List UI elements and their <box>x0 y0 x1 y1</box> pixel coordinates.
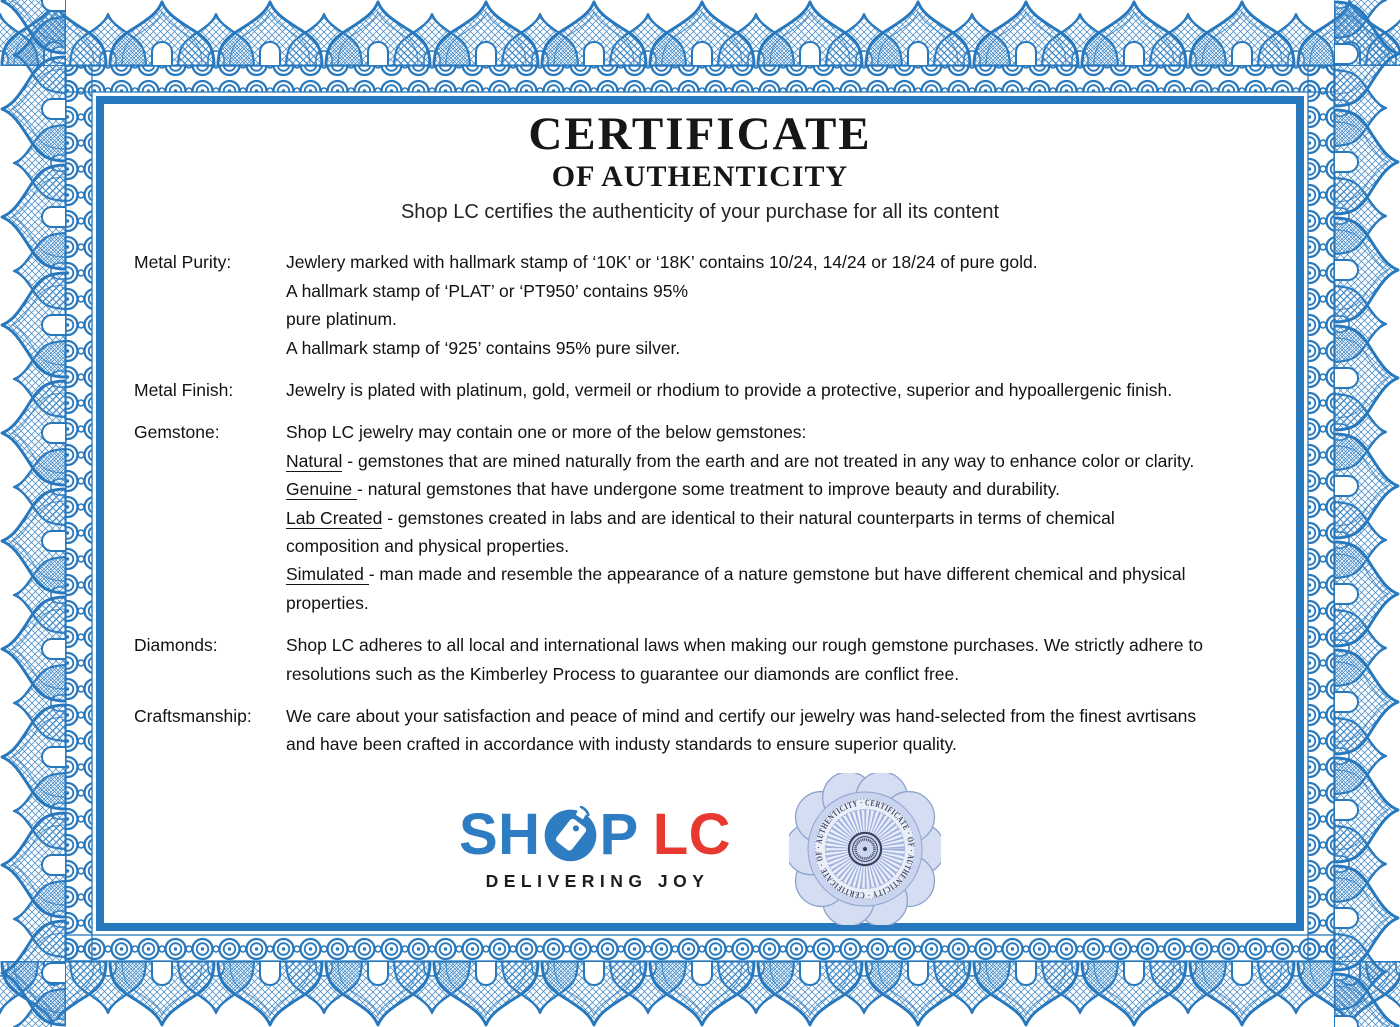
section-body <box>286 376 1276 404</box>
text-segment: - man made and resemble the appearance of a nature gemstone but have different chemical and physical <box>368 564 1186 585</box>
text-segment: pure platinum. <box>286 309 397 330</box>
underlined-term: Lab Created <box>286 507 383 528</box>
text-segment: composition and physical properties. <box>286 536 570 556</box>
text-segment: - gemstones created in labs and are identical to their natural counterparts in terms of chemical <box>382 507 1115 528</box>
shoplc-logo <box>458 801 732 892</box>
seal-ring-text: CERTIFICATE · OF · AUTHENTICITY · CERTIFICATE · OF · AUTHENTICITY · <box>813 797 917 901</box>
shoplc-wordmark <box>458 801 732 867</box>
logo-letter-p: P <box>599 801 639 867</box>
underlined-term: Simulated <box>286 564 369 585</box>
text-segment: We care about your satisfaction and peace of mind and certify our jewelry was hand-selected from the finest avrtisans <box>286 706 1197 727</box>
text-segment: A hallmark stamp of ‘PLAT’ or ‘PT950’ contains 95% <box>286 280 689 301</box>
section-label: Gemstone: <box>134 422 220 443</box>
section-body <box>286 248 1276 362</box>
section-line <box>286 376 1276 404</box>
logo-letters-lc: LC <box>652 801 732 867</box>
certificate-title: CERTIFICATE <box>528 108 872 160</box>
certificate-content <box>104 104 1296 923</box>
text-segment: - natural gemstones that have undergone some treatment to improve beauty and durability. <box>357 479 1061 500</box>
authenticity-seal <box>789 773 941 925</box>
section-label: Craftsmanship: <box>134 706 252 727</box>
section-line <box>286 248 1276 276</box>
section-line <box>286 504 1276 532</box>
text-segment: - gemstones that are mined naturally from the earth and are not treated in any way to enhance color or clarity. <box>342 450 1195 471</box>
section-body <box>286 418 1276 617</box>
certificate-section <box>134 418 1296 617</box>
footer <box>104 773 1296 925</box>
section-line <box>286 702 1276 730</box>
section-label: Metal Purity: <box>134 252 232 273</box>
section-line <box>286 532 1276 560</box>
section-line <box>286 589 1276 617</box>
underlined-term: Natural <box>286 450 343 471</box>
certificate-tagline: Shop LC certifies the authenticity of your purchase for all its content <box>400 201 1000 224</box>
text-segment: resolutions such as the Kimberley Process to guarantee our diamonds are conflict free. <box>286 663 960 684</box>
section-line <box>286 334 1276 362</box>
certificate-section <box>134 702 1296 759</box>
underlined-term: Genuine <box>286 479 358 500</box>
text-segment: Jewlery marked with hallmark stamp of ‘10K’ or ‘18K’ contains 10/24, 14/24 or 18/24 of pure gold. <box>286 252 1038 273</box>
logo-letters-sh: SH <box>458 801 541 867</box>
section-label: Diamonds: <box>134 635 218 656</box>
sections <box>104 248 1296 759</box>
section-line <box>286 730 1276 758</box>
section-body <box>286 631 1276 688</box>
text-segment: Jewelry is plated with platinum, gold, vermeil or rhodium to provide a protective, superior and hypoallergenic finish. <box>286 379 1173 400</box>
section-line <box>286 631 1276 659</box>
section-label: Metal Finish: <box>134 379 234 400</box>
section-line <box>286 418 1276 446</box>
text-segment: and have been crafted in accordance with industy standards to ensure superior quality. <box>286 734 957 755</box>
text-segment: properties. <box>286 592 369 613</box>
section-line <box>286 305 1276 333</box>
section-line <box>286 660 1276 688</box>
section-line <box>286 560 1276 588</box>
section-body <box>286 702 1276 759</box>
text-segment: Shop LC adheres to all local and international laws when making our rough gemstone purchases. We strictly adhere to <box>286 635 1203 656</box>
price-tag-icon <box>542 806 599 863</box>
certificate-section <box>134 248 1296 362</box>
text-segment: Shop LC jewelry may contain one or more of the below gemstones: <box>286 422 807 443</box>
section-line <box>286 447 1276 475</box>
section-line <box>286 277 1276 305</box>
logo-tagline: DELIVERING JOY <box>485 870 710 891</box>
certificate-subtitle: OF AUTHENTICITY <box>551 160 849 194</box>
text-segment: A hallmark stamp of ‘925’ contains 95% pure silver. <box>286 337 681 358</box>
certificate-section <box>134 631 1296 688</box>
certificate-section <box>134 376 1296 404</box>
section-line <box>286 475 1276 503</box>
